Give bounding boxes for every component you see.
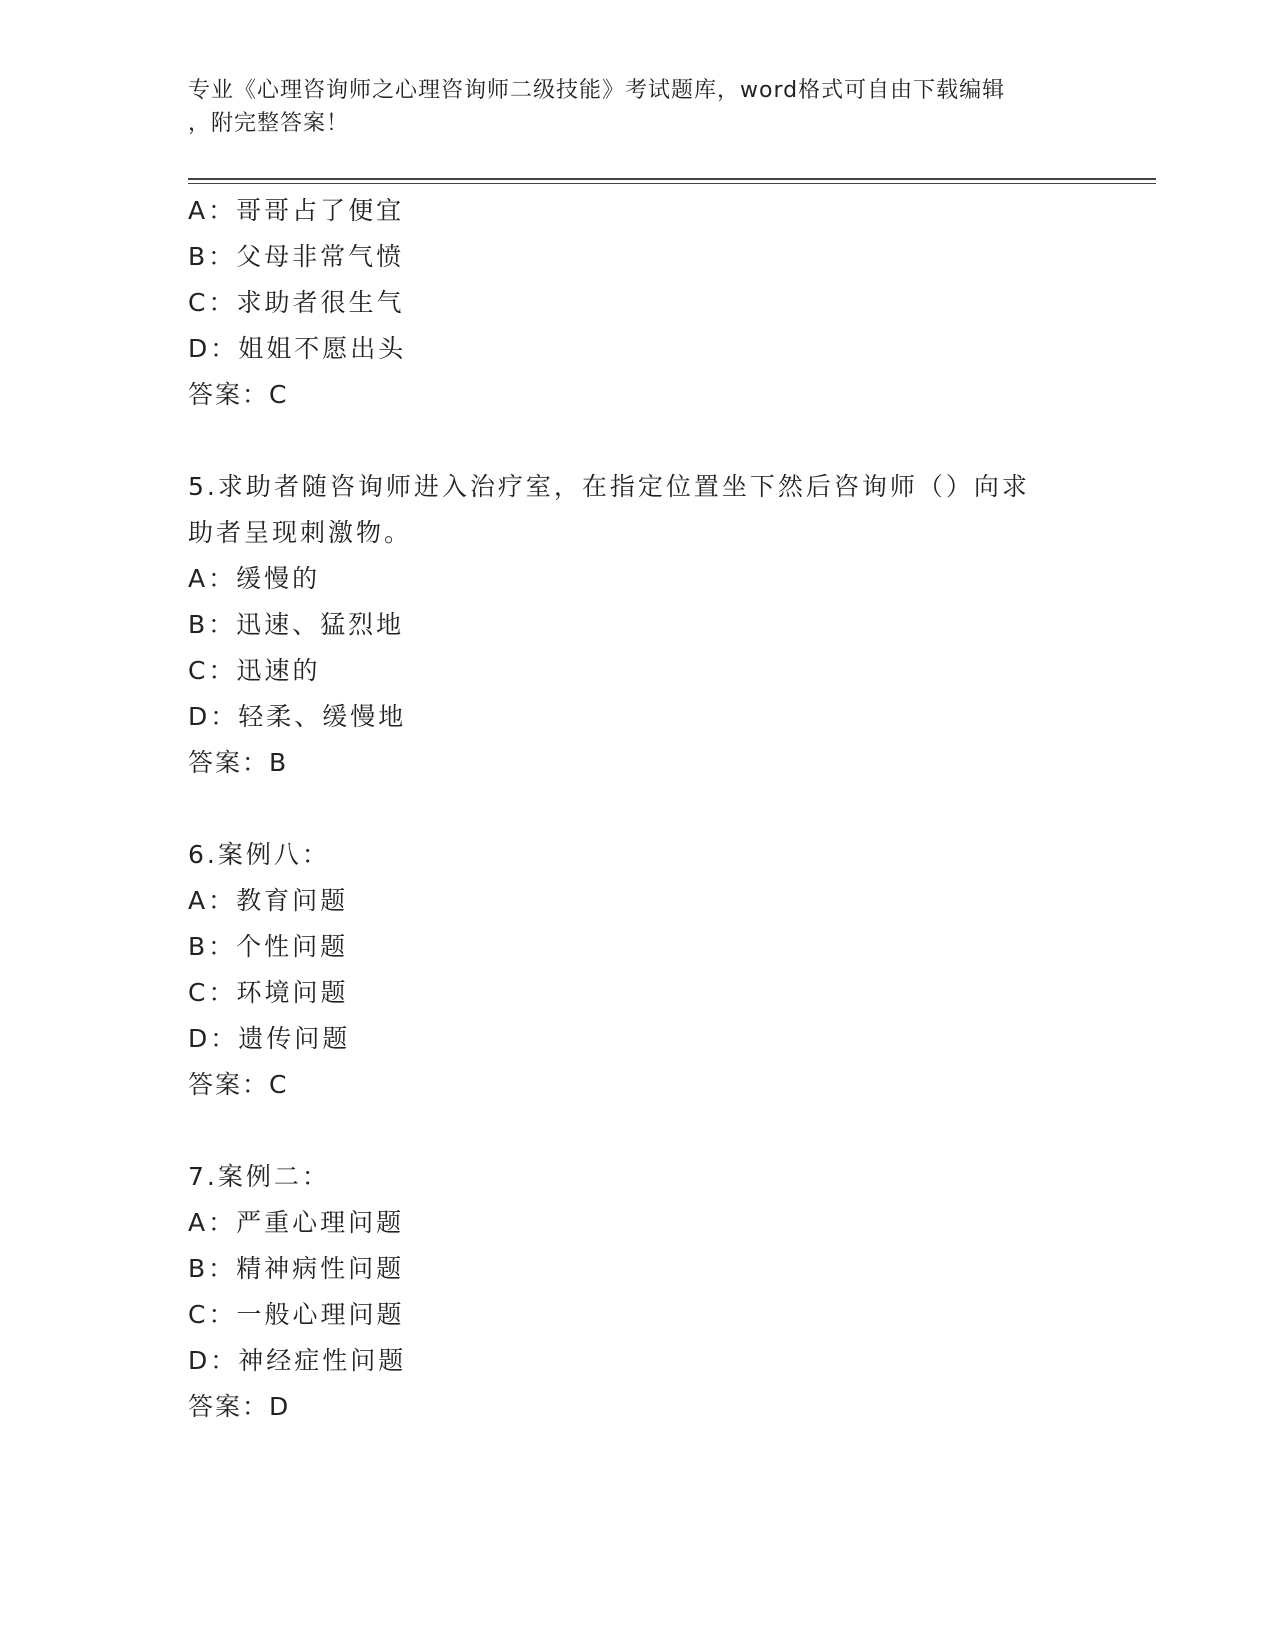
option-b: B：父母非常气愤 [188,242,405,271]
option-b: B：精神病性问题 [188,1254,405,1283]
option-b: B：迅速、猛烈地 [188,610,405,639]
question-list [188,188,1088,1430]
question-7 [188,1154,1088,1430]
question-4 [188,188,1088,418]
option-b: B：个性问题 [188,932,349,961]
spacer [188,1108,1088,1154]
header-line-1: 专业《心理咨询师之心理咨询师二级技能》考试题库，word格式可自由下载编辑 [188,78,1006,103]
header-divider-thick [188,178,1156,180]
answer: 答案：C [188,380,289,409]
option-d: D：神经症性问题 [188,1346,407,1375]
answer: 答案：D [188,1392,291,1421]
option-a: A：哥哥占了便宜 [188,196,405,225]
spacer [188,786,1088,832]
question-stem-line-1: 5.求助者随咨询师进入治疗室，在指定位置坐下然后咨询师（）向求 [188,472,1030,501]
option-a: A：严重心理问题 [188,1208,405,1237]
answer: 答案：C [188,1070,289,1099]
option-d: D：轻柔、缓慢地 [188,702,407,731]
document-header [188,74,1088,140]
option-d: D：遗传问题 [188,1024,351,1053]
option-d: D：姐姐不愿出头 [188,334,407,363]
option-a: A：缓慢的 [188,564,321,593]
option-a: A：教育问题 [188,886,349,915]
question-stem: 6.案例八： [188,840,330,869]
question-5 [188,464,1088,786]
question-stem-line-2: 助者呈现刺激物。 [188,518,413,547]
header-line-2: ，附完整答案！ [188,111,350,136]
spacer [188,418,1088,464]
option-c: C：环境问题 [188,978,349,1007]
option-c: C：一般心理问题 [188,1300,405,1329]
option-c: C：求助者很生气 [188,288,405,317]
question-stem: 7.案例二： [188,1162,330,1191]
option-c: C：迅速的 [188,656,321,685]
header-divider-thin [188,183,1156,184]
question-6 [188,832,1088,1108]
answer: 答案：B [188,748,289,777]
